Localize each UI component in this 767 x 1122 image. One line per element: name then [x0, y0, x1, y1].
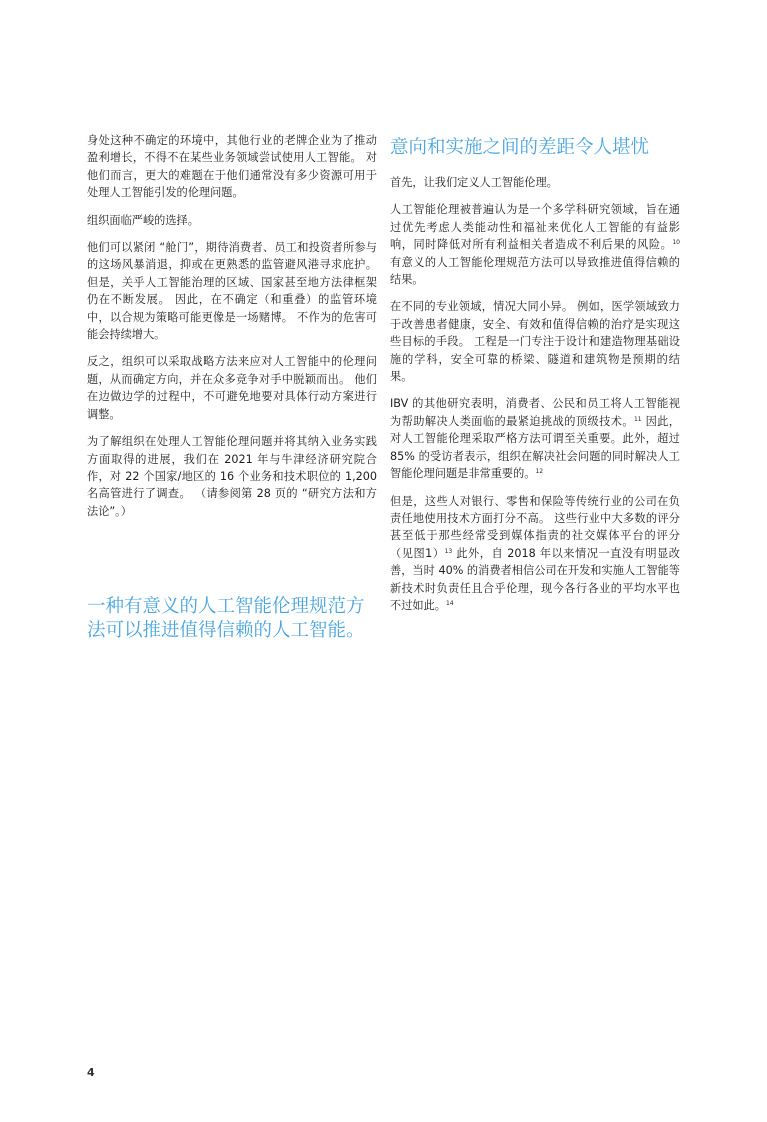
footnote-ref: 10: [672, 239, 680, 247]
paragraph-text: 但是，这些人对银行、零售和保险等传统行业的公司在负责任地使用技术方面打分不高。 这些行业中大多数的评分甚至低于那些经常受到媒体指责的社交媒体平台的评分（见图1）: [390, 494, 680, 560]
body-paragraph: [390, 493, 680, 615]
body-paragraph: 在不同的专业领域，情况大同小异。 例如，医学领域致力于改善患者健康，安全、有效和值得信赖的治疗是实现这些目标的手段。 工程是一门专注于设计和建造物理基础设施的学科，安全可靠的桥梁、隧道和建筑物是预期的结果。: [390, 300, 680, 384]
section-heading: 意向和实施之间的差距令人堪忧: [390, 137, 650, 158]
left-column: [87, 132, 377, 530]
footnote-ref: 12: [535, 468, 544, 476]
body-paragraph: [390, 201, 680, 288]
body-paragraph: 身处这种不确定的环境中，其他行业的老牌企业为了推动盈利增长，不得不在某些业务领域尝试使用人工智能。 对他们而言，更大的难题在于他们通常没有多少资源可用于处理人工智能引发的伦理问题。: [87, 134, 377, 200]
footnote-ref: 14: [445, 599, 454, 607]
body-paragraph: 他们可以紧闭 “舱门”，期待消费者、员工和投资者所参与的这场风暴消退，抑或在更熟悉的监管避风港寻求庇护。 但是，关乎人工智能治理的区域、国家甚至地方法律框架仍在不断发展。 因此，在不确定（和重叠）的监管环境中，以合规为策略可能更像是一场赌博。 不作为的危害可能会持续增大。: [87, 241, 377, 342]
footnote-ref: 11: [633, 415, 642, 423]
body-paragraph: 组织面临严峻的选择。: [87, 213, 199, 227]
paragraph-text: 人工智能伦理被普遍认为是一个多学科研究领域，旨在通过优先考虑人类能动性和福祉来优化人工智能的有益影响，同时降低对所有利益相关者造成不利后果的风险。: [390, 203, 680, 252]
footnote-ref: 13: [444, 547, 453, 555]
body-paragraph: 反之，组织可以采取战略方法来应对人工智能中的伦理问题，从而确定方向，并在众多竞争对手中脱颖而出。 他们在边做边学的过程中，不可避免地要对具体行动方案进行调整。: [87, 355, 377, 421]
paragraph-text: IBV 的其他研究表明，消费者、公民和员工将人工智能视为帮助解决人类面临的最紧迫挑战的顶级技术。: [390, 397, 680, 428]
body-paragraph: 首先，让我们定义人工智能伦理。: [390, 176, 558, 189]
body-paragraph: 为了解组织在处理人工智能伦理问题并将其纳入业务实践方面取得的进展，我们在 2021 年与牛津经济研究院合作，对 22 个国家/地区的 16 个业务和技术职位的 1,200 名高管进行了调查。 （请参阅第 28 页的 “研究方法和方法论”。）: [87, 435, 377, 518]
page-number: 4: [87, 1066, 95, 1079]
paragraph-text: 此外，自 2018 年以来情况一直没有明显改善，当时 40% 的消费者相信公司在开发和实施人工智能等新技术时负责任且合乎伦理，现今各行各业的平均水平也不过如此。: [390, 546, 680, 612]
paragraph-text: 因此，对人工智能伦理采取严格方法可谓至关重要。此外，超过 85% 的受访者表示，组织在解决社会问题的同时解决人工智能伦理问题是非常重要的。: [390, 414, 680, 481]
body-paragraph: [390, 395, 680, 482]
pull-quote: 一种有意义的人工智能伦理规范方法可以推进值得信赖的人工智能。: [87, 596, 365, 641]
paragraph-text: 有意义的人工智能伦理规范方法可以导致推进值得信赖的结果。: [390, 255, 680, 287]
right-column: [390, 136, 680, 624]
